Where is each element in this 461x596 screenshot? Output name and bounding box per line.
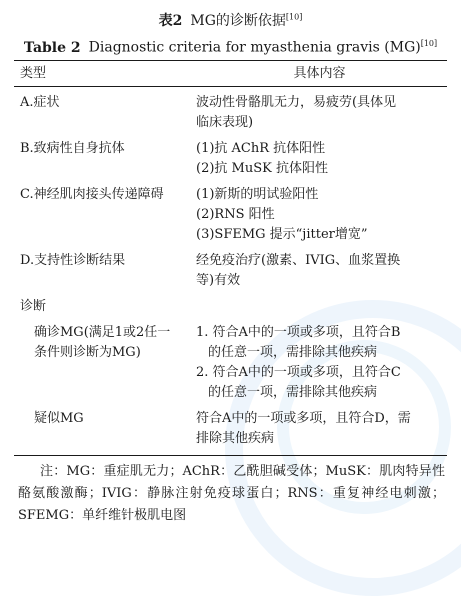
table-body xyxy=(14,87,447,291)
criteria-line: 经免疫治疗(激素、IVIG、血浆置换 xyxy=(196,253,401,268)
criteria-row xyxy=(14,245,447,291)
header-content: 具体内容 xyxy=(293,66,346,81)
criteria-type: C.神经肌肉接头传递障碍 xyxy=(20,187,164,202)
table-title-cn-text: MG的诊断依据 xyxy=(190,13,286,29)
criteria-type: B.致病性自身抗体 xyxy=(20,141,125,156)
criteria-line: 波动性骨骼肌无力，易疲劳(具体见 xyxy=(196,95,397,110)
table-title-en-ref: [10] xyxy=(420,39,438,48)
table-label-en: Table 2 xyxy=(23,39,81,56)
criteria-line: (1)新斯的明试验阳性 xyxy=(196,187,319,202)
criteria-row xyxy=(14,179,447,245)
suspect-type: 疑似MG xyxy=(34,411,84,426)
criteria-row xyxy=(14,87,447,133)
confirm-line: 1. 符合A中的一项或多项，且符合B xyxy=(196,325,401,340)
confirm-content xyxy=(196,323,447,403)
confirm-type-line: 条件则诊断为MG) xyxy=(34,345,141,360)
suspect-row xyxy=(14,403,447,455)
suspect-content xyxy=(196,409,447,449)
confirm-line: 的任意一项，需排除其他疾病 xyxy=(208,385,378,400)
suspect-line: 排除其他疾病 xyxy=(196,431,275,446)
suspect-line: 符合A中的一项或多项，且符合D，需 xyxy=(196,411,411,426)
confirm-type xyxy=(14,323,196,403)
diagnosis-heading-row xyxy=(14,291,447,317)
criteria-type: D.支持性诊断结果 xyxy=(20,253,126,268)
criteria-content xyxy=(196,185,447,245)
header-type: 类型 xyxy=(20,66,47,81)
table-title-en xyxy=(14,32,447,56)
table-note: 注：MG：重症肌无力；AChR：乙酰胆碱受体；MuSK：肌肉特异性酪氨酸激酶；IVIG：静脉注射免疫球蛋白；RNS：重复神经电刺激；SFEMG：单纤维针极肌电图 xyxy=(18,464,445,523)
confirm-line: 2. 符合A中的一项或多项，且符合C xyxy=(196,365,401,380)
table-header-row xyxy=(14,61,447,86)
table-title-cn-ref: [10] xyxy=(285,12,303,22)
table-title-cn xyxy=(14,0,447,32)
confirm-line: 的任意一项，需排除其他疾病 xyxy=(208,345,378,360)
confirm-row xyxy=(14,317,447,403)
criteria-line: (2)抗 MuSK 抗体阳性 xyxy=(196,161,328,176)
criteria-line: (2)RNS 阳性 xyxy=(196,207,275,222)
diagnosis-heading: 诊断 xyxy=(20,299,47,314)
criteria-line: 临床表现) xyxy=(196,115,254,130)
criteria-line: (3)SFEMG 提示“jitter增宽” xyxy=(196,227,368,242)
criteria-type: A.症状 xyxy=(20,95,60,110)
criteria-content xyxy=(196,93,447,133)
criteria-content xyxy=(196,251,447,291)
criteria-line: (1)抗 AChR 抗体阳性 xyxy=(196,141,326,156)
criteria-line: 等)有效 xyxy=(196,273,241,288)
criteria-content xyxy=(196,139,447,179)
table-label-cn: 表2 xyxy=(158,13,183,29)
criteria-row xyxy=(14,133,447,179)
table-title-en-text: Diagnostic criteria for myasthenia gravis (MG) xyxy=(88,39,421,56)
confirm-type-line: 确诊MG(满足1或2任一 xyxy=(34,325,171,340)
